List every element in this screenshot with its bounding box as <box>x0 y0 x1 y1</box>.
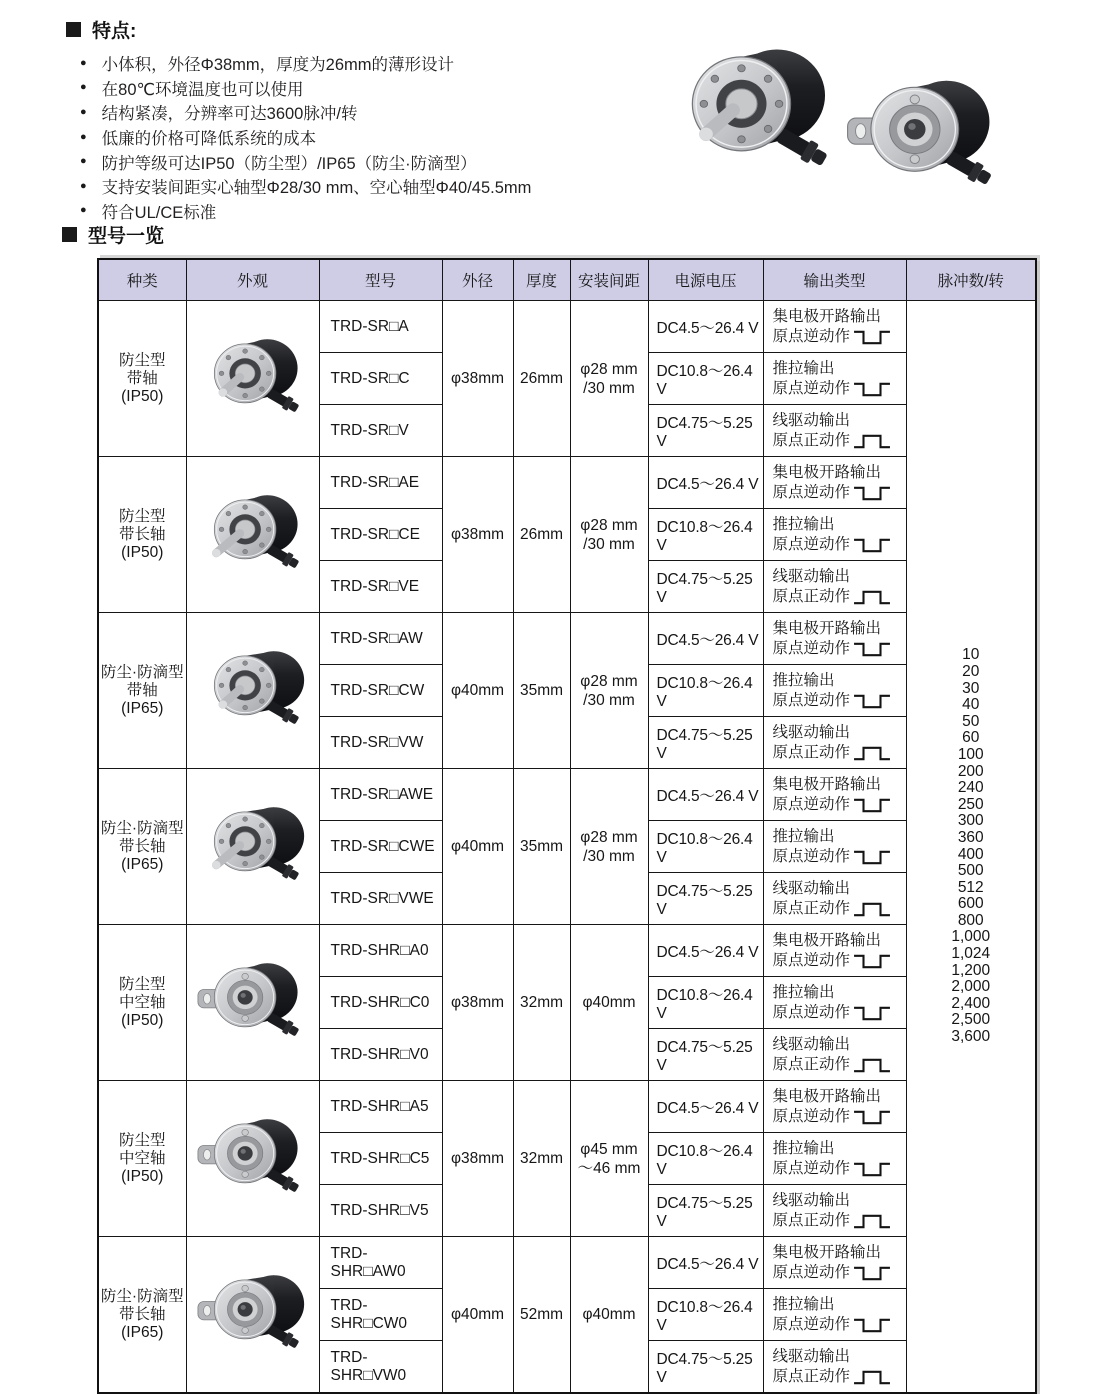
output-type-label: 推拉输出 <box>772 827 835 845</box>
table-row <box>98 925 1036 977</box>
thickness-cell: 35mm <box>513 769 570 925</box>
models-heading <box>62 221 164 248</box>
output-type-label: 线驱动输出 <box>772 1191 851 1209</box>
output-cell <box>763 1081 906 1133</box>
outer-diameter-cell: φ38mm <box>442 457 513 613</box>
models-table <box>97 258 1037 1394</box>
pulse-value: 40 <box>962 696 980 714</box>
origin-positive-pulse-icon <box>853 1213 891 1230</box>
origin-negative-pulse-icon <box>853 381 891 398</box>
pulse-value: 10 <box>962 646 980 664</box>
model-cell: TRD-SHR□CW0 <box>319 1289 442 1341</box>
origin-action-label: 原点正动作 <box>772 1055 851 1073</box>
output-type-label: 集电极开路输出 <box>772 931 882 949</box>
square-bullet-icon <box>62 227 77 242</box>
appearance-cell <box>186 925 319 1081</box>
voltage-cell: DC4.75～5.25 V <box>648 561 763 613</box>
outer-diameter-cell: φ40mm <box>442 613 513 769</box>
voltage-cell: DC10.8～26.4 V <box>648 1289 763 1341</box>
output-cell <box>763 301 906 353</box>
outer-diameter-cell: φ40mm <box>442 1237 513 1394</box>
model-cell: TRD-SHR□V0 <box>319 1029 442 1081</box>
pulse-value: 100 <box>957 745 984 763</box>
pulse-value: 512 <box>957 878 984 896</box>
mounting-cell: φ28 mm /30 mm <box>570 457 648 613</box>
voltage-cell: DC10.8～26.4 V <box>648 353 763 405</box>
thickness-cell: 32mm <box>513 1081 570 1237</box>
origin-positive-pulse-icon <box>853 1369 891 1386</box>
output-type-label: 集电极开路输出 <box>772 463 882 481</box>
pulse-value: 1,000 <box>951 928 991 946</box>
feature-item-text: 小体积，外径Φ38mm，厚度为26mm的薄形设计 <box>101 56 455 75</box>
mounting-cell: φ28 mm /30 mm <box>570 301 648 457</box>
pulse-value: 60 <box>962 729 980 747</box>
bullet-dot-icon: ● <box>80 105 87 118</box>
thickness-cell: 26mm <box>513 457 570 613</box>
feature-item-text: 在80℃环境温度也可以使用 <box>101 80 304 99</box>
output-cell <box>763 1289 906 1341</box>
origin-negative-pulse-icon <box>853 797 891 814</box>
hollow-silver-encoder-image <box>194 948 312 1052</box>
output-cell <box>763 613 906 665</box>
model-cell: TRD-SHR□AW0 <box>319 1237 442 1289</box>
output-cell <box>763 405 906 457</box>
output-type-label: 推拉输出 <box>772 1295 835 1313</box>
table-row <box>98 1081 1036 1133</box>
output-cell <box>763 353 906 405</box>
pulse-value: 360 <box>957 828 984 846</box>
col-header-7: 输出类型 <box>763 259 906 301</box>
origin-action-label: 原点正动作 <box>772 899 851 917</box>
output-cell <box>763 1237 906 1289</box>
mounting-cell: φ45 mm ～46 mm <box>570 1081 648 1237</box>
models-heading-label: 型号一览 <box>88 226 165 247</box>
model-cell: TRD-SHR□A0 <box>319 925 442 977</box>
voltage-cell: DC4.5～26.4 V <box>648 769 763 821</box>
model-cell: TRD-SR□CW <box>319 665 442 717</box>
appearance-cell <box>186 769 319 925</box>
output-cell <box>763 717 906 769</box>
voltage-cell: DC4.5～26.4 V <box>648 301 763 353</box>
mounting-cell: φ28 mm /30 mm <box>570 613 648 769</box>
feature-item <box>80 100 531 125</box>
hollow-black-encoder-image <box>194 1260 312 1364</box>
model-cell: TRD-SHR□VW0 <box>319 1341 442 1394</box>
origin-action-label: 原点逆动作 <box>772 951 851 969</box>
pulse-value: 240 <box>957 779 984 797</box>
appearance-cell <box>186 1237 319 1394</box>
model-cell: TRD-SR□AWE <box>319 769 442 821</box>
origin-action-label: 原点正动作 <box>772 743 851 761</box>
output-type-label: 推拉输出 <box>772 1139 835 1157</box>
origin-negative-pulse-icon <box>853 693 891 710</box>
feature-item-text: 符合UL/CE标准 <box>101 203 217 222</box>
output-cell <box>763 821 906 873</box>
col-header-1: 外观 <box>186 259 319 301</box>
shaft-encoder-photo <box>660 22 848 199</box>
hollow-silver-encoder-image <box>194 1104 312 1208</box>
output-type-label: 集电极开路输出 <box>772 1243 882 1261</box>
shaft-silver-encoder-image <box>660 22 848 194</box>
model-cell: TRD-SR□CWE <box>319 821 442 873</box>
output-type-label: 线驱动输出 <box>772 723 851 741</box>
col-header-3: 外径 <box>442 259 513 301</box>
pulse-value: 300 <box>957 812 984 830</box>
origin-action-label: 原点逆动作 <box>772 1315 851 1333</box>
col-header-8: 脉冲数/转 <box>906 259 1036 301</box>
table-row <box>98 769 1036 821</box>
origin-action-label: 原点逆动作 <box>772 483 851 501</box>
voltage-cell: DC10.8～26.4 V <box>648 821 763 873</box>
mounting-cell: φ40mm <box>570 1237 648 1394</box>
category-cell: 防尘型 带轴 (IP50) <box>98 301 186 457</box>
bullet-dot-icon: ● <box>80 56 87 69</box>
origin-negative-pulse-icon <box>853 1317 891 1334</box>
feature-item <box>80 149 531 174</box>
output-type-label: 线驱动输出 <box>772 567 851 585</box>
pulse-value: 200 <box>957 762 984 780</box>
origin-negative-pulse-icon <box>853 1109 891 1126</box>
origin-action-label: 原点逆动作 <box>772 1107 851 1125</box>
origin-action-label: 原点正动作 <box>772 431 851 449</box>
origin-action-label: 原点逆动作 <box>772 327 851 345</box>
features-heading-label: 特点: <box>92 21 137 42</box>
feature-item <box>80 199 531 224</box>
origin-action-label: 原点逆动作 <box>772 691 851 709</box>
feature-item <box>80 174 531 199</box>
model-cell: TRD-SR□CE <box>319 509 442 561</box>
output-cell <box>763 1341 906 1394</box>
output-cell <box>763 925 906 977</box>
shaft-black-encoder-image <box>194 636 312 740</box>
origin-action-label: 原点正动作 <box>772 1367 851 1385</box>
appearance-cell <box>186 613 319 769</box>
appearance-cell <box>186 457 319 613</box>
origin-negative-pulse-icon <box>853 329 891 346</box>
hollow-silver-encoder-image <box>842 70 1010 196</box>
model-cell: TRD-SR□VW <box>319 717 442 769</box>
category-cell: 防尘型 中空轴 (IP50) <box>98 925 186 1081</box>
bullet-dot-icon: ● <box>80 130 87 143</box>
shaft-silver-long-encoder-image <box>194 480 312 584</box>
output-cell <box>763 457 906 509</box>
voltage-cell: DC4.5～26.4 V <box>648 1081 763 1133</box>
pulse-value: 2,400 <box>951 994 991 1012</box>
thickness-cell: 35mm <box>513 613 570 769</box>
table-row <box>98 301 1036 353</box>
shaft-silver-encoder-image <box>194 324 312 428</box>
voltage-cell: DC4.75～5.25 V <box>648 405 763 457</box>
col-header-2: 型号 <box>319 259 442 301</box>
pulse-value: 3,600 <box>951 1028 991 1046</box>
voltage-cell: DC4.5～26.4 V <box>648 457 763 509</box>
mounting-cell: φ40mm <box>570 925 648 1081</box>
pulse-value: 30 <box>962 679 980 697</box>
origin-positive-pulse-icon <box>853 433 891 450</box>
square-bullet-icon <box>66 22 81 37</box>
model-cell: TRD-SHR□V5 <box>319 1185 442 1237</box>
voltage-cell: DC10.8～26.4 V <box>648 977 763 1029</box>
category-cell: 防尘·防滴型 带长轴 (IP65) <box>98 769 186 925</box>
table-row <box>98 613 1036 665</box>
bullet-dot-icon: ● <box>80 204 87 217</box>
output-cell <box>763 1185 906 1237</box>
feature-item-text: 低廉的价格可降低系统的成本 <box>101 130 317 149</box>
output-type-label: 推拉输出 <box>772 983 835 1001</box>
features-heading <box>66 16 136 43</box>
origin-action-label: 原点逆动作 <box>772 1263 851 1281</box>
origin-negative-pulse-icon <box>853 1005 891 1022</box>
model-cell: TRD-SR□V <box>319 405 442 457</box>
thickness-cell: 32mm <box>513 925 570 1081</box>
origin-action-label: 原点逆动作 <box>772 847 851 865</box>
output-cell <box>763 873 906 925</box>
model-cell: TRD-SR□VWE <box>319 873 442 925</box>
origin-action-label: 原点正动作 <box>772 587 851 605</box>
output-cell <box>763 665 906 717</box>
table-row <box>98 457 1036 509</box>
voltage-cell: DC4.5～26.4 V <box>648 613 763 665</box>
voltage-cell: DC10.8～26.4 V <box>648 1133 763 1185</box>
pulse-value: 400 <box>957 845 984 863</box>
col-header-6: 电源电压 <box>648 259 763 301</box>
voltage-cell: DC4.5～26.4 V <box>648 925 763 977</box>
origin-negative-pulse-icon <box>853 849 891 866</box>
features-list <box>80 51 531 223</box>
pulse-value: 20 <box>962 662 980 680</box>
voltage-cell: DC4.75～5.25 V <box>648 717 763 769</box>
output-cell <box>763 769 906 821</box>
thickness-cell: 26mm <box>513 301 570 457</box>
output-cell <box>763 509 906 561</box>
model-cell: TRD-SHR□C0 <box>319 977 442 1029</box>
output-type-label: 推拉输出 <box>772 359 835 377</box>
feature-item-text: 防护等级可达IP50（防尘型）/IP65（防尘·防滴型） <box>101 154 477 173</box>
output-type-label: 集电极开路输出 <box>772 1087 882 1105</box>
origin-positive-pulse-icon <box>853 745 891 762</box>
output-type-label: 推拉输出 <box>772 671 835 689</box>
category-cell: 防尘型 中空轴 (IP50) <box>98 1081 186 1237</box>
pulse-list-cell <box>906 301 1036 1394</box>
origin-action-label: 原点逆动作 <box>772 535 851 553</box>
output-type-label: 集电极开路输出 <box>772 307 882 325</box>
bullet-dot-icon: ● <box>80 155 87 168</box>
origin-action-label: 原点逆动作 <box>772 1159 851 1177</box>
outer-diameter-cell: φ40mm <box>442 769 513 925</box>
output-type-label: 集电极开路输出 <box>772 775 882 793</box>
model-cell: TRD-SHR□C5 <box>319 1133 442 1185</box>
thickness-cell: 52mm <box>513 1237 570 1394</box>
col-header-5: 安装间距 <box>570 259 648 301</box>
origin-positive-pulse-icon <box>853 901 891 918</box>
output-cell <box>763 1133 906 1185</box>
outer-diameter-cell: φ38mm <box>442 925 513 1081</box>
table-row <box>98 1237 1036 1289</box>
origin-action-label: 原点正动作 <box>772 1211 851 1229</box>
origin-action-label: 原点逆动作 <box>772 639 851 657</box>
voltage-cell: DC4.75～5.25 V <box>648 1185 763 1237</box>
voltage-cell: DC4.5～26.4 V <box>648 1237 763 1289</box>
appearance-cell <box>186 301 319 457</box>
origin-negative-pulse-icon <box>853 641 891 658</box>
col-header-4: 厚度 <box>513 259 570 301</box>
pulse-value: 250 <box>957 795 984 813</box>
origin-negative-pulse-icon <box>853 1161 891 1178</box>
origin-action-label: 原点逆动作 <box>772 1003 851 1021</box>
origin-action-label: 原点逆动作 <box>772 379 851 397</box>
output-cell <box>763 1029 906 1081</box>
voltage-cell: DC4.75～5.25 V <box>648 1029 763 1081</box>
output-cell <box>763 977 906 1029</box>
category-cell: 防尘型 带长轴 (IP50) <box>98 457 186 613</box>
shaft-black-long-encoder-image <box>194 792 312 896</box>
pulse-value: 1,200 <box>951 961 991 979</box>
pulse-value: 2,500 <box>951 1011 991 1029</box>
hollow-shaft-encoder-photo <box>842 70 1010 201</box>
feature-item <box>80 76 531 101</box>
voltage-cell: DC10.8～26.4 V <box>648 665 763 717</box>
origin-negative-pulse-icon <box>853 953 891 970</box>
outer-diameter-cell: φ38mm <box>442 301 513 457</box>
feature-item-text: 结构紧凑，分辨率可达3600脉冲/转 <box>101 105 358 124</box>
bullet-dot-icon: ● <box>80 81 87 94</box>
pulse-value: 600 <box>957 895 984 913</box>
appearance-cell <box>186 1081 319 1237</box>
origin-action-label: 原点逆动作 <box>772 795 851 813</box>
pulse-value: 1,024 <box>951 945 991 963</box>
pulse-value: 2,000 <box>951 978 991 996</box>
origin-positive-pulse-icon <box>853 1057 891 1074</box>
pulse-value: 500 <box>957 862 984 880</box>
feature-item <box>80 125 531 150</box>
output-type-label: 推拉输出 <box>772 515 835 533</box>
origin-negative-pulse-icon <box>853 485 891 502</box>
category-cell: 防尘·防滴型 带长轴 (IP65) <box>98 1237 186 1394</box>
col-header-0: 种类 <box>98 259 186 301</box>
model-cell: TRD-SR□AW <box>319 613 442 665</box>
voltage-cell: DC10.8～26.4 V <box>648 509 763 561</box>
bullet-dot-icon: ● <box>80 179 87 192</box>
model-cell: TRD-SHR□A5 <box>319 1081 442 1133</box>
category-cell: 防尘·防滴型 带轴 (IP65) <box>98 613 186 769</box>
output-cell <box>763 561 906 613</box>
model-cell: TRD-SR□C <box>319 353 442 405</box>
pulse-value: 800 <box>957 911 984 929</box>
feature-item <box>80 51 531 76</box>
feature-item-text: 支持安装间距实心轴型Φ28/30 mm、空心轴型Φ40/45.5mm <box>101 179 532 198</box>
output-type-label: 线驱动输出 <box>772 879 851 897</box>
output-type-label: 线驱动输出 <box>772 411 851 429</box>
origin-positive-pulse-icon <box>853 589 891 606</box>
mounting-cell: φ28 mm /30 mm <box>570 769 648 925</box>
origin-negative-pulse-icon <box>853 537 891 554</box>
origin-negative-pulse-icon <box>853 1265 891 1282</box>
model-cell: TRD-SR□VE <box>319 561 442 613</box>
voltage-cell: DC4.75～5.25 V <box>648 1341 763 1394</box>
output-type-label: 集电极开路输出 <box>772 619 882 637</box>
output-type-label: 线驱动输出 <box>772 1035 851 1053</box>
model-cell: TRD-SR□A <box>319 301 442 353</box>
model-cell: TRD-SR□AE <box>319 457 442 509</box>
voltage-cell: DC4.75～5.25 V <box>648 873 763 925</box>
pulse-value: 50 <box>962 712 980 730</box>
output-type-label: 线驱动输出 <box>772 1347 851 1365</box>
outer-diameter-cell: φ38mm <box>442 1081 513 1237</box>
